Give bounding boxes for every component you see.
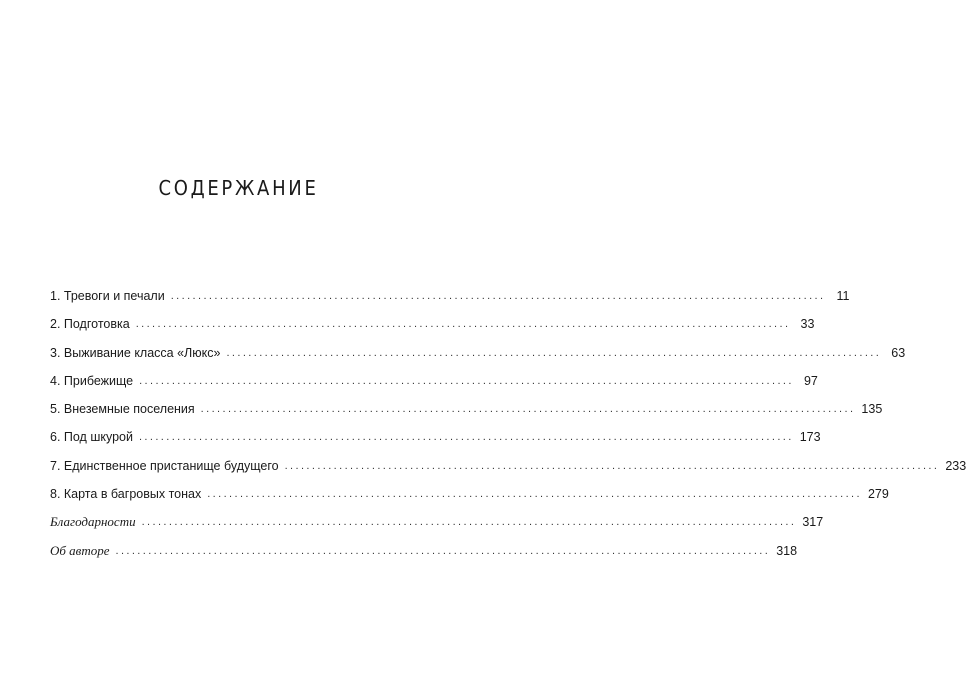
toc-entry-title: Об авторе — [50, 542, 110, 558]
toc-entry-acknowledgements — [50, 514, 824, 542]
toc-entry-page: 233 — [945, 458, 966, 473]
toc-leader-dots: ........................................................................................................................ — [135, 318, 791, 331]
table-of-contents — [50, 288, 966, 571]
toc-entry-about-author — [50, 542, 798, 571]
toc-leader-dots: ........................................................................................................................ — [226, 346, 882, 359]
page-title: СОДЕРЖАНИЕ — [158, 176, 319, 200]
toc-entry-page: 11 — [836, 289, 850, 303]
toc-entry-page: 97 — [803, 373, 818, 388]
toc-entry-page: 135 — [861, 402, 883, 417]
toc-entry-title: 6. Под шкурой — [50, 430, 133, 445]
toc-entry — [50, 345, 906, 373]
toc-entry-title: 3. Выживание класса «Люкс» — [50, 345, 221, 360]
toc-entry — [50, 373, 818, 401]
toc-leader-dots: ........................................................................................................................ — [141, 516, 797, 529]
toc-entry — [50, 458, 966, 486]
toc-entry-title: 7. Единственное пристанище будущего — [50, 458, 279, 473]
toc-entry-title: 2. Подготовка — [50, 317, 130, 332]
toc-leader-dots: ........................................................................................................................ — [139, 374, 794, 387]
toc-entry-page: 279 — [867, 487, 889, 502]
toc-entry-title: 8. Карта в багровых тонах — [50, 487, 202, 502]
toc-leader-dots: ........................................................................................................................ — [284, 459, 940, 472]
toc-leader-dots: ........................................................................................................................ — [200, 403, 856, 416]
toc-entry-title: 4. Прибежище — [50, 373, 134, 388]
toc-entry — [50, 429, 821, 457]
toc-entry-page: 173 — [799, 430, 821, 445]
toc-entry-page: 317 — [802, 515, 824, 530]
toc-leader-dots: ........................................................................................................................ — [170, 290, 826, 302]
toc-entry — [50, 401, 883, 429]
toc-entry-title: Благодарности — [50, 514, 136, 530]
toc-entry-page: 33 — [800, 317, 815, 332]
toc-leader-dots: ........................................................................................................................ — [207, 488, 862, 501]
toc-entry-title: 5. Внеземные поселения — [50, 402, 195, 417]
toc-entry-title: 1. Тревоги и печали — [50, 289, 165, 303]
toc-leader-dots: ........................................................................................................................ — [138, 431, 794, 444]
toc-entry — [50, 486, 889, 514]
toc-entry-page: 63 — [891, 345, 906, 360]
toc-leader-dots: ........................................................................................................................ — [115, 544, 771, 557]
toc-entry — [50, 288, 850, 316]
toc-entry-page: 318 — [776, 543, 798, 558]
toc-entry — [50, 316, 815, 344]
